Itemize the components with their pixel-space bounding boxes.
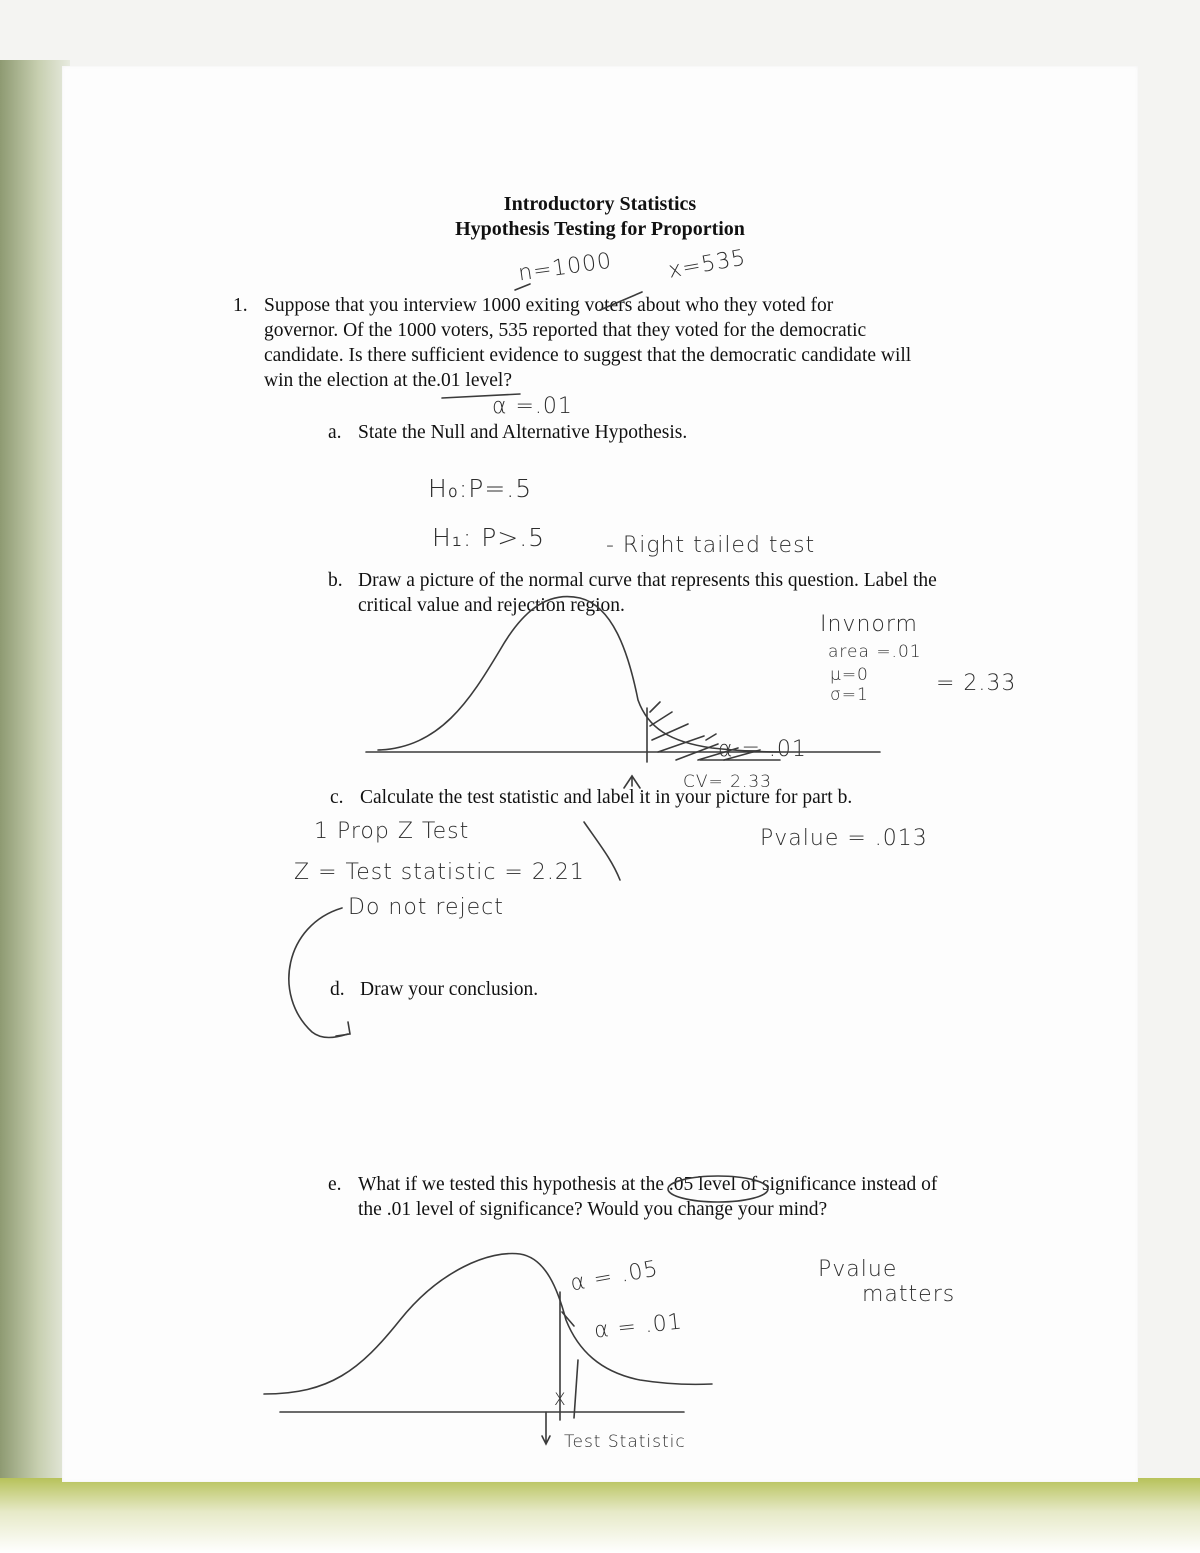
topic-title: Hypothesis Testing for Proportion — [455, 218, 745, 240]
hand-alpha-01: α = .01 — [592, 1309, 684, 1344]
hand-n: n=1000 — [516, 248, 614, 287]
question-line: governor. Of the 1000 voters, 535 reported that they voted for the democratic — [264, 320, 867, 341]
hand-pvalue-matters-2: matters — [862, 1282, 956, 1307]
part-e-line: What if we tested this hypothesis at the .05 level of significance instead of — [358, 1174, 938, 1195]
bell-curve-b — [378, 597, 780, 752]
hand-area: area =.01 — [828, 642, 922, 662]
question-line: Suppose that you interview 1000 exiting voters about who they voted for — [264, 295, 834, 316]
normal-curve-e — [264, 1254, 712, 1444]
part-c-label: c. — [330, 787, 344, 808]
hand-sigma: σ=1 — [830, 685, 869, 705]
part-b-line: Draw a picture of the normal curve that represents this question. Label the — [358, 570, 937, 591]
hand-test-statistic: Z = Test statistic = 2.21 — [294, 860, 585, 885]
decision-arrowhead — [336, 1022, 350, 1036]
test-stat-arrow — [542, 1412, 550, 1444]
part-b-line: critical value and rejection region. — [358, 595, 625, 616]
hand-pvalue-matters-1: Pvalue — [818, 1257, 898, 1282]
hand-alpha-05: α = .05 — [568, 1256, 661, 1297]
hand-invnorm: Invnorm — [820, 612, 918, 637]
question-line: win the election at the.01 level? — [264, 370, 512, 391]
hand-x: x=535 — [666, 245, 749, 284]
hand-alpha-region: α = .01 — [718, 737, 807, 762]
part-c-text: Calculate the test statistic and label it in your picture for part b. — [360, 787, 853, 808]
decision-arrow — [289, 908, 348, 1038]
question-line: candidate. Is there sufficient evidence to suggest that the democratic candidate will — [264, 345, 912, 366]
hand-critical-value: CV= 2.33 — [683, 772, 772, 792]
hand-alt-hypothesis: H₁: P>.5 — [432, 523, 546, 552]
alpha-pointer — [706, 734, 716, 740]
hand-invnorm-result: = 2.33 — [936, 671, 1017, 696]
part-a-text: State the Null and Alternative Hypothesis. — [358, 422, 688, 443]
bell-curve-e — [264, 1254, 712, 1394]
strike-voters — [600, 292, 642, 310]
underline-level — [442, 394, 520, 398]
part-d-label: d. — [330, 979, 345, 1000]
part-d-text: Draw your conclusion. — [360, 979, 539, 1000]
hand-decision: Do not reject — [348, 895, 504, 920]
circle-05-level — [668, 1176, 768, 1202]
hand-mu: μ=0 — [830, 665, 869, 685]
course-title: Introductory Statistics — [503, 193, 697, 215]
part-b-label: b. — [328, 570, 343, 591]
question-number: 1. — [233, 295, 248, 316]
hand-x-mark: X — [554, 1390, 567, 1410]
hand-null-hypothesis: H₀:P=.5 — [428, 474, 533, 503]
normal-curve-b — [366, 597, 880, 880]
hand-prop-test: 1 Prop Z Test — [314, 819, 470, 844]
test-stat-link — [584, 822, 620, 880]
part-e-line: the .01 level of significance? Would you change your mind? — [358, 1199, 828, 1220]
hand-test-stat-label: Test Statistic — [564, 1432, 686, 1452]
hand-alpha: α =.01 — [492, 394, 573, 419]
part-e-label: e. — [328, 1174, 342, 1195]
part-a-label: a. — [328, 422, 342, 443]
hand-tail-note: - Right tailed test — [606, 533, 816, 558]
dash-n — [515, 284, 530, 290]
hand-pvalue: Pvalue = .013 — [760, 826, 928, 851]
critical-line-01 — [574, 1360, 578, 1418]
